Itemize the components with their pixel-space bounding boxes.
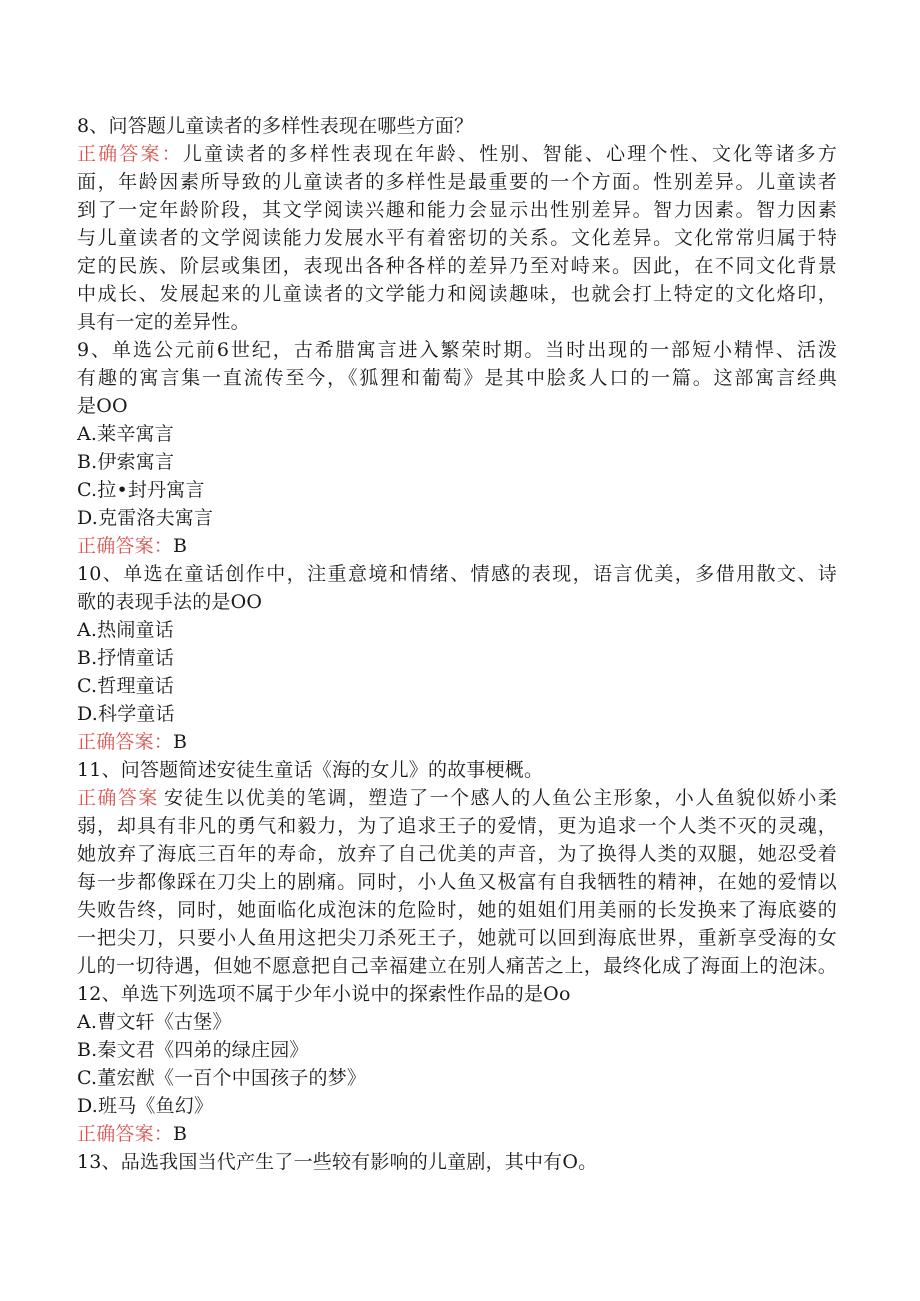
question-12: 12、单选下列选项不属于少年小说中的探索性作品的是Oo [77, 983, 571, 1005]
answer-label: 正确答案： [77, 731, 174, 753]
question-9-line-3: 是OO [77, 395, 128, 417]
answer-8-line-3: 到了一定年龄阶段，其文学阅读兴趣和能力会显示出性别差异。智力因素。智力因素 [77, 199, 837, 221]
option-10-b: B.抒情童话 [77, 647, 175, 669]
answer-8-line-7: 具有一定的差异性。 [77, 311, 250, 333]
question-9-line-1: 9、单选公元前6世纪，古希腊寓言进入繁荣时期。当时出现的一部短小精悍、活泼 [77, 339, 837, 361]
option-12-c: C.董宏猷《一百个中国孩子的梦》 [77, 1067, 367, 1089]
option-12-b: B.秦文君《四弟的绿庄园》 [77, 1039, 309, 1061]
answer-8-line-1: 正确答案：儿童读者的多样性表现在年龄、性别、智能、心理个性、文化等诸多方 [77, 143, 837, 165]
answer-11-line-5: 失败告终，同时，她面临化成泡沫的危险时，她的姐姐们用美丽的长发换来了海底婆的 [77, 899, 837, 921]
question-8: 8、问答题儿童读者的多样性表现在哪些方面？ [77, 115, 474, 137]
answer-8-line-5: 定的民族、阶层或集团，表现出各种各样的差异乃至对峙来。因此，在不同文化背景 [77, 255, 837, 277]
question-11: 11、问答题简述安徒生童话《海的女儿》的故事梗概。 [77, 759, 544, 781]
answer-11-line-6: 一把尖刀，只要小人鱼用这把尖刀杀死王子，她就可以回到海底世界，重新享受海的女 [77, 927, 837, 949]
option-9-a: A.莱辛寓言 [77, 423, 174, 445]
answer-label: 正确答案 [77, 787, 159, 809]
answer-value: B [173, 731, 188, 753]
answer-label: 正确答案： [77, 535, 174, 557]
answer-label: 正确答案： [77, 1123, 174, 1145]
answer-11-line-2: 弱，却具有非凡的勇气和毅力，为了追求王子的爱情，更为追求一个人类不灭的灵魂， [77, 815, 837, 837]
answer-11-line-7: 儿的一切待遇，但她不愿意把自己幸福建立在别人痛苦之上，最终化成了海面上的泡沫。 [77, 955, 837, 977]
answer-10 [77, 728, 837, 756]
option-10-d: D.科学童话 [77, 703, 175, 725]
document-page [77, 112, 837, 1176]
question-10-line-2: 歌的表现手法的是OO [77, 591, 263, 613]
question-13: 13、品选我国当代产生了一些较有影响的儿童剧，其中有O。 [77, 1151, 598, 1173]
answer-value: B [173, 1123, 188, 1145]
answer-value: B [173, 535, 188, 557]
question-10-line-1: 10、单选在童话创作中，注重意境和情绪、情感的表现，语言优美，多借用散文、诗 [77, 563, 837, 585]
answer-11-line-1: 正确答案 安徒生以优美的笔调，塑造了一个感人的人鱼公主形象，小人鱼貌似娇小柔 [77, 787, 837, 809]
answer-8-line-2: 面，年龄因素所导致的儿童读者的多样性是最重要的一个方面。性别差异。儿童读者 [77, 171, 837, 193]
question-9-line-2: 有趣的寓言集一直流传至今，《狐狸和葡萄》是其中脍炙人口的一篇。这部寓言经典 [77, 367, 837, 389]
answer-11-line-4: 每一步都像踩在刀尖上的剧痛。同时，小人鱼又极富有自我牺牲的精神，在她的爱情以 [77, 871, 837, 893]
option-9-c: C.拉•封丹寓言 [77, 479, 205, 501]
answer-9 [77, 532, 837, 560]
answer-11-line-3: 她放弃了海底三百年的寿命，放弃了自己优美的声音，为了换得人类的双腿，她忍受着 [77, 843, 837, 865]
answer-8-line-6: 中成长、发展起来的儿童读者的文学能力和阅读趣味，也就会打上特定的文化烙印， [77, 283, 837, 305]
option-10-c: C.哲理童话 [77, 675, 175, 697]
option-12-a: A.曹文轩《古堡》 [77, 1011, 232, 1033]
option-10-a: A.热闹童话 [77, 619, 174, 641]
option-12-d: D.班马《鱼幻》 [77, 1095, 214, 1117]
answer-label: 正确答案： [77, 143, 183, 165]
option-9-d: D.克雷洛夫寓言 [77, 507, 214, 529]
option-9-b: B.伊索寓言 [77, 451, 175, 473]
answer-12 [77, 1120, 837, 1148]
answer-8-line-4: 与儿童读者的文学阅读能力发展水平有着密切的关系。文化差异。文化常常归属于特 [77, 227, 837, 249]
